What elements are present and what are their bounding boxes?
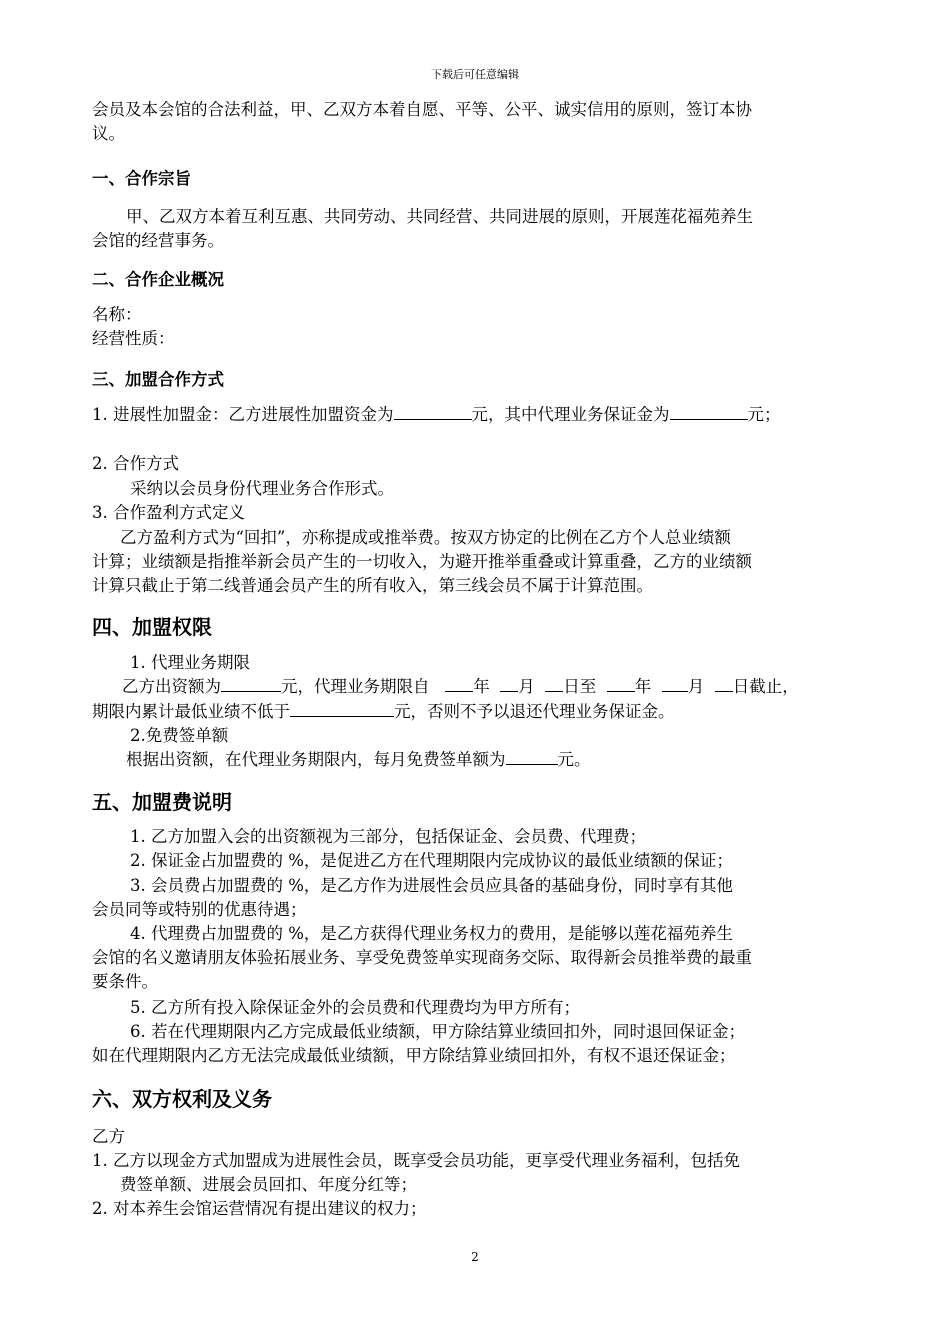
- fill-blank-start-month: [500, 675, 518, 692]
- section-3-title: 三、加盟合作方式: [92, 370, 224, 389]
- section-2-title: 二、合作企业概况: [92, 270, 224, 289]
- fill-blank-min-performance: [290, 700, 394, 717]
- section-5-line-10: 如在代理期限内乙方无法完成最低业绩额，甲方除结算业绩回扣外，有权不退还保证金；: [92, 1046, 736, 1065]
- fill-blank-start-day: [545, 675, 563, 692]
- intro-line-1: 会员及本会馆的合法利益，甲、乙双方本着自愿、平等、公平、诚实信用的原则，签订本协: [92, 100, 752, 119]
- free-signing-label: 根据出资额，在代理业务期限内，每月免费签单额为: [126, 750, 506, 769]
- period-label: 元，代理业务期限自: [281, 677, 430, 696]
- section-3-item-2: 2. 合作方式: [92, 454, 179, 473]
- section-5-line-5: 4. 代理费占加盟费的 %，是乙方获得代理业务权力的费用，是能够以莲花福苑养生: [130, 924, 733, 943]
- fill-blank-deposit-amount: [670, 403, 748, 420]
- free-signing-unit: 元。: [557, 750, 591, 769]
- item-1-text-a: 1. 进展性加盟金：乙方进展性加盟资金为: [92, 405, 394, 424]
- fill-blank-capital: [221, 675, 281, 692]
- section-5-line-2: 2. 保证金占加盟费的 %，是促进乙方在代理期限内完成协议的最低业绩额的保证；: [130, 851, 733, 870]
- item-1-text-b: 元，其中代理业务保证金为: [471, 405, 670, 424]
- section-3-item-3-line-3: 计算只截止于第二线普通会员产生的所有收入，第三线会员不属于计算范围。: [92, 576, 653, 595]
- year-label: 年: [634, 677, 652, 696]
- section-5-line-1: 1. 乙方加盟入会的出资额视为三部分，包括保证金、会员费、代理费；: [130, 827, 646, 846]
- section-6-title: 六、双方权利及义务: [92, 1087, 272, 1111]
- page-header: 下载后可任意编辑: [431, 68, 519, 81]
- capital-label: 乙方出资额为: [122, 677, 221, 696]
- min-performance-tail: 元，否则不予以退还代理业务保证金。: [394, 702, 675, 721]
- fill-blank-franchise-amount: [394, 403, 472, 420]
- section-6-line-3: 2. 对本养生会馆运营情况有提出建议的权力；: [92, 1199, 427, 1218]
- party-b-label: 乙方: [92, 1127, 125, 1146]
- section-4-line-3: [126, 748, 591, 772]
- business-nature-label: 经营性质：: [92, 329, 175, 348]
- intro-line-2: 议。: [92, 124, 125, 143]
- until-label: 日至: [563, 677, 597, 696]
- section-1-title: 一、合作宗旨: [92, 169, 191, 188]
- section-4-line-1: [122, 675, 799, 699]
- item-1-text-c: 元；: [747, 405, 781, 424]
- section-5-title: 五、加盟费说明: [92, 790, 232, 814]
- section-4-item-2: 2.免费签单额: [130, 726, 229, 745]
- section-4-title: 四、加盟权限: [92, 615, 212, 639]
- section-5-line-7: 要条件。: [92, 972, 158, 991]
- section-3-item-3-line-2: 计算；业绩额是指推举新会员产生的一切收入，为避开推举重叠或计算重叠，乙方的业绩额: [92, 552, 752, 571]
- section-6-line-2: 费签单额、进展会员回扣、年度分红等；: [120, 1175, 417, 1194]
- section-6-line-1: 1. 乙方以现金方式加盟成为进展性会员，既享受会员功能，更享受代理业务福利，包括免: [92, 1151, 740, 1170]
- section-5-line-9: 6. 若在代理期限内乙方完成最低业绩额，甲方除结算业绩回扣外，同时退回保证金；: [130, 1022, 745, 1041]
- fill-blank-end-day: [715, 675, 733, 692]
- end-label: 日截止，: [732, 677, 799, 696]
- section-3-item-1: [92, 403, 781, 427]
- section-5-line-3: 3. 会员费占加盟费的 %，是乙方作为进展性会员应具备的基础身份，同时享有其他: [130, 876, 733, 895]
- section-3-item-3-line-1: 乙方盈利方式为“回扣”，亦称提成或推举费。按双方协定的比例在乙方个人总业绩额: [120, 528, 731, 547]
- month-label: 月: [687, 677, 705, 696]
- page-number: 2: [471, 1250, 479, 1264]
- company-name-label: 名称：: [92, 305, 142, 324]
- year-label: 年: [473, 677, 490, 696]
- fill-blank-end-month: [662, 675, 688, 692]
- section-4-line-2: [92, 700, 675, 724]
- min-performance-label: 期限内累计最低业绩不低于: [92, 702, 290, 721]
- fill-blank-free-signing: [506, 748, 558, 765]
- fill-blank-start-year: [445, 675, 473, 692]
- section-3-item-2-text: 采纳以会员身份代理业务合作形式。: [130, 479, 394, 498]
- section-4-item-1: 1. 代理业务期限: [130, 653, 250, 672]
- section-3-item-3: 3. 合作盈利方式定义: [92, 503, 245, 522]
- section-5-line-4: 会员同等或特别的优惠待遇；: [92, 900, 307, 919]
- month-label: 月: [518, 677, 535, 696]
- section-1-para-line-1: 甲、乙双方本着互利互惠、共同劳动、共同经营、共同进展的原则，开展莲花福苑养生: [126, 207, 753, 226]
- section-1-para-line-2: 会馆的经营事务。: [92, 231, 224, 250]
- section-5-line-6: 会馆的名义邀请朋友体验拓展业务、享受免费签单实现商务交际、取得新会员推举费的最重: [92, 948, 752, 967]
- section-5-line-8: 5. 乙方所有投入除保证金外的会员费和代理费均为甲方所有；: [130, 998, 580, 1017]
- fill-blank-end-year: [607, 675, 635, 692]
